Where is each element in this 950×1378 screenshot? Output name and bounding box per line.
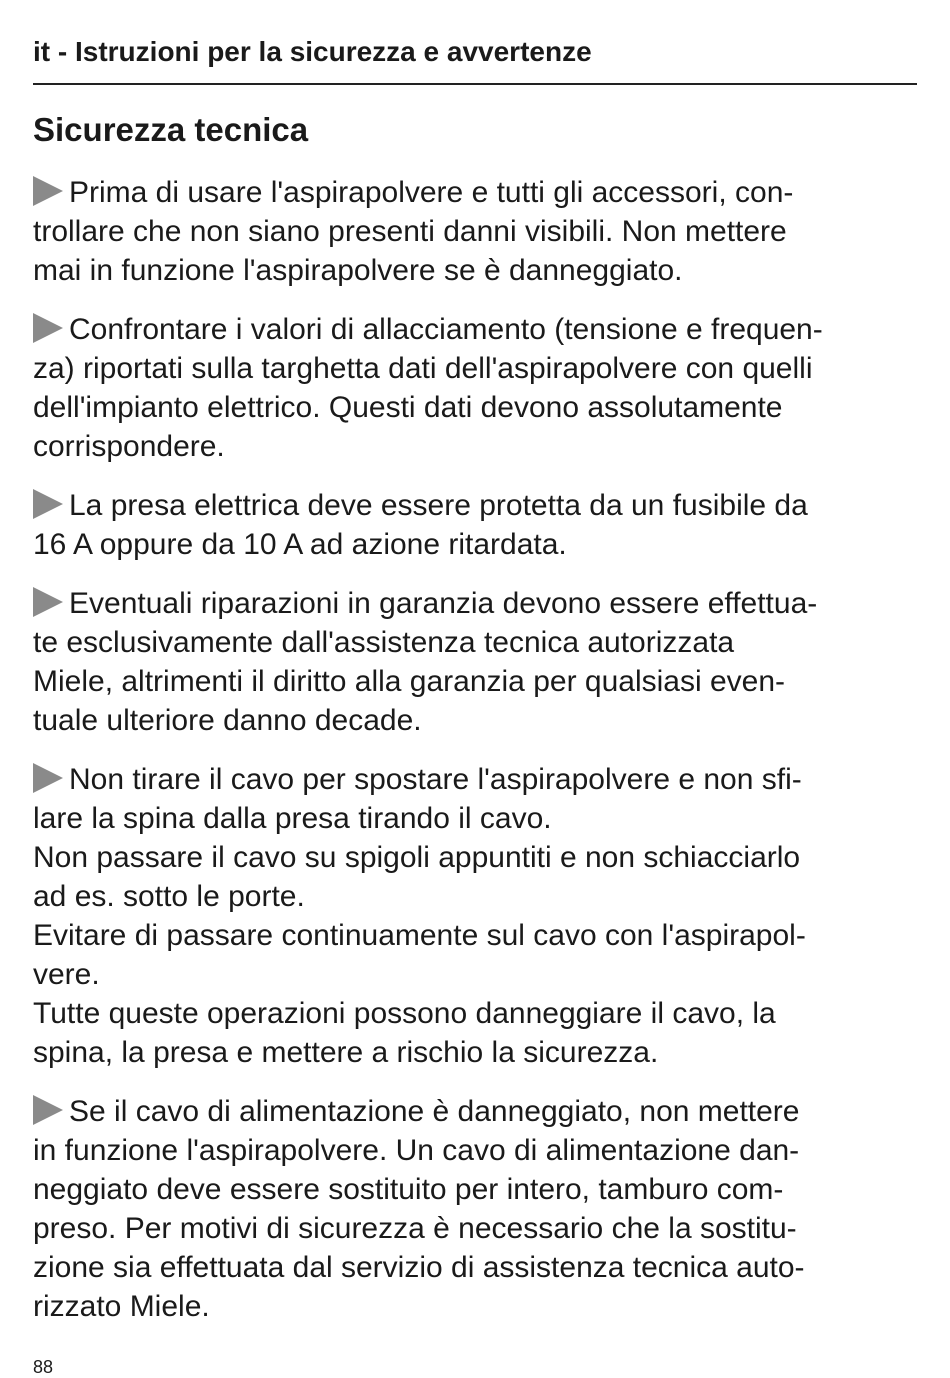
line-text: La presa elettrica deve essere protetta da un fusibile da [69,489,808,522]
line-text: Prima di usare l'aspirapolvere e tutti gli accessori, con- [69,176,794,209]
paragraph-line [33,1287,923,1326]
instruction-paragraph [33,584,923,740]
paragraph-line [33,994,923,1033]
paragraph-line [33,799,923,838]
instruction-paragraph [33,310,923,466]
paragraph-line [33,955,923,994]
paragraph-line [33,1209,923,1248]
paragraph-line [33,662,923,701]
line-text: Non tirare il cavo per spostare l'aspirapolvere e non sfi- [69,763,802,796]
triangle-right-icon [33,176,63,206]
paragraph-line [33,525,923,564]
line-text: ad es. sotto le porte. [33,880,305,913]
page-title: Sicurezza tecnica [33,111,309,148]
line-text: lare la spina dalla presa tirando il cavo. [33,802,552,835]
line-text: zione sia effettuata dal servizio di assistenza tecnica auto- [33,1251,805,1284]
line-text: trollare che non siano presenti danni visibili. Non mettere [33,215,787,248]
instruction-paragraph [33,486,923,564]
paragraph-line [33,838,923,877]
paragraph-line [33,623,923,662]
line-text: mai in funzione l'aspirapolvere se è danneggiato. [33,254,683,287]
line-text: spina, la presa e mettere a rischio la sicurezza. [33,1036,659,1069]
line-text: Evitare di passare continuamente sul cavo con l'aspirapol- [33,919,806,952]
paragraph-line [33,427,923,466]
line-text: rizzato Miele. [33,1290,210,1323]
instruction-paragraph [33,1092,923,1326]
paragraph-line [33,388,923,427]
paragraph-line [33,916,923,955]
paragraph-line [33,173,923,212]
triangle-right-icon [33,489,63,519]
line-text: Confrontare i valori di allacciamento (tensione e frequen- [69,313,823,346]
paragraph-line [33,310,923,349]
paragraph-line [33,349,923,388]
paragraph-line [33,1033,923,1072]
paragraph-line [33,701,923,740]
page-number: 88 [33,1357,54,1377]
line-text: corrispondere. [33,430,225,463]
line-text: te esclusivamente dall'assistenza tecnica autorizzata [33,626,735,659]
line-text: tuale ulteriore danno decade. [33,704,422,737]
paragraph-line [33,877,923,916]
line-text: Miele, altrimenti il diritto alla garanzia per qualsiasi even- [33,665,786,698]
triangle-right-icon [33,587,63,617]
triangle-right-icon [33,313,63,343]
paragraph-line [33,212,923,251]
triangle-right-icon [33,763,63,793]
instruction-paragraph [33,760,923,1072]
header-divider [33,83,917,85]
line-text: 16 A oppure da 10 A ad azione ritardata. [33,528,567,561]
line-text: Se il cavo di alimentazione è danneggiato, non mettere [69,1095,800,1128]
paragraph-line [33,486,923,525]
line-text: preso. Per motivi di sicurezza è necessario che la sostitu- [33,1212,797,1245]
triangle-right-icon [33,1095,63,1125]
paragraph-line [33,1248,923,1287]
line-text: in funzione l'aspirapolvere. Un cavo di alimentazione dan- [33,1134,800,1167]
paragraph-line [33,1170,923,1209]
paragraph-line [33,1092,923,1131]
paragraph-line [33,760,923,799]
line-text: dell'impianto elettrico. Questi dati devono assolutamente [33,391,783,424]
paragraph-line [33,584,923,623]
line-text: za) riportati sulla targhetta dati dell'aspirapolvere con quelli [33,352,813,385]
line-text: Tutte queste operazioni possono danneggiare il cavo, la [33,997,776,1030]
instructions-body [33,173,923,1346]
paragraph-line [33,1131,923,1170]
section-header: it - Istruzioni per la sicurezza e avvertenze [33,36,592,67]
line-text: Non passare il cavo su spigoli appuntiti e non schiacciarlo [33,841,801,874]
line-text: Eventuali riparazioni in garanzia devono essere effettua- [69,587,818,620]
instruction-paragraph [33,173,923,290]
line-text: neggiato deve essere sostituito per intero, tamburo com- [33,1173,784,1206]
paragraph-line [33,251,923,290]
line-text: vere. [33,958,100,991]
